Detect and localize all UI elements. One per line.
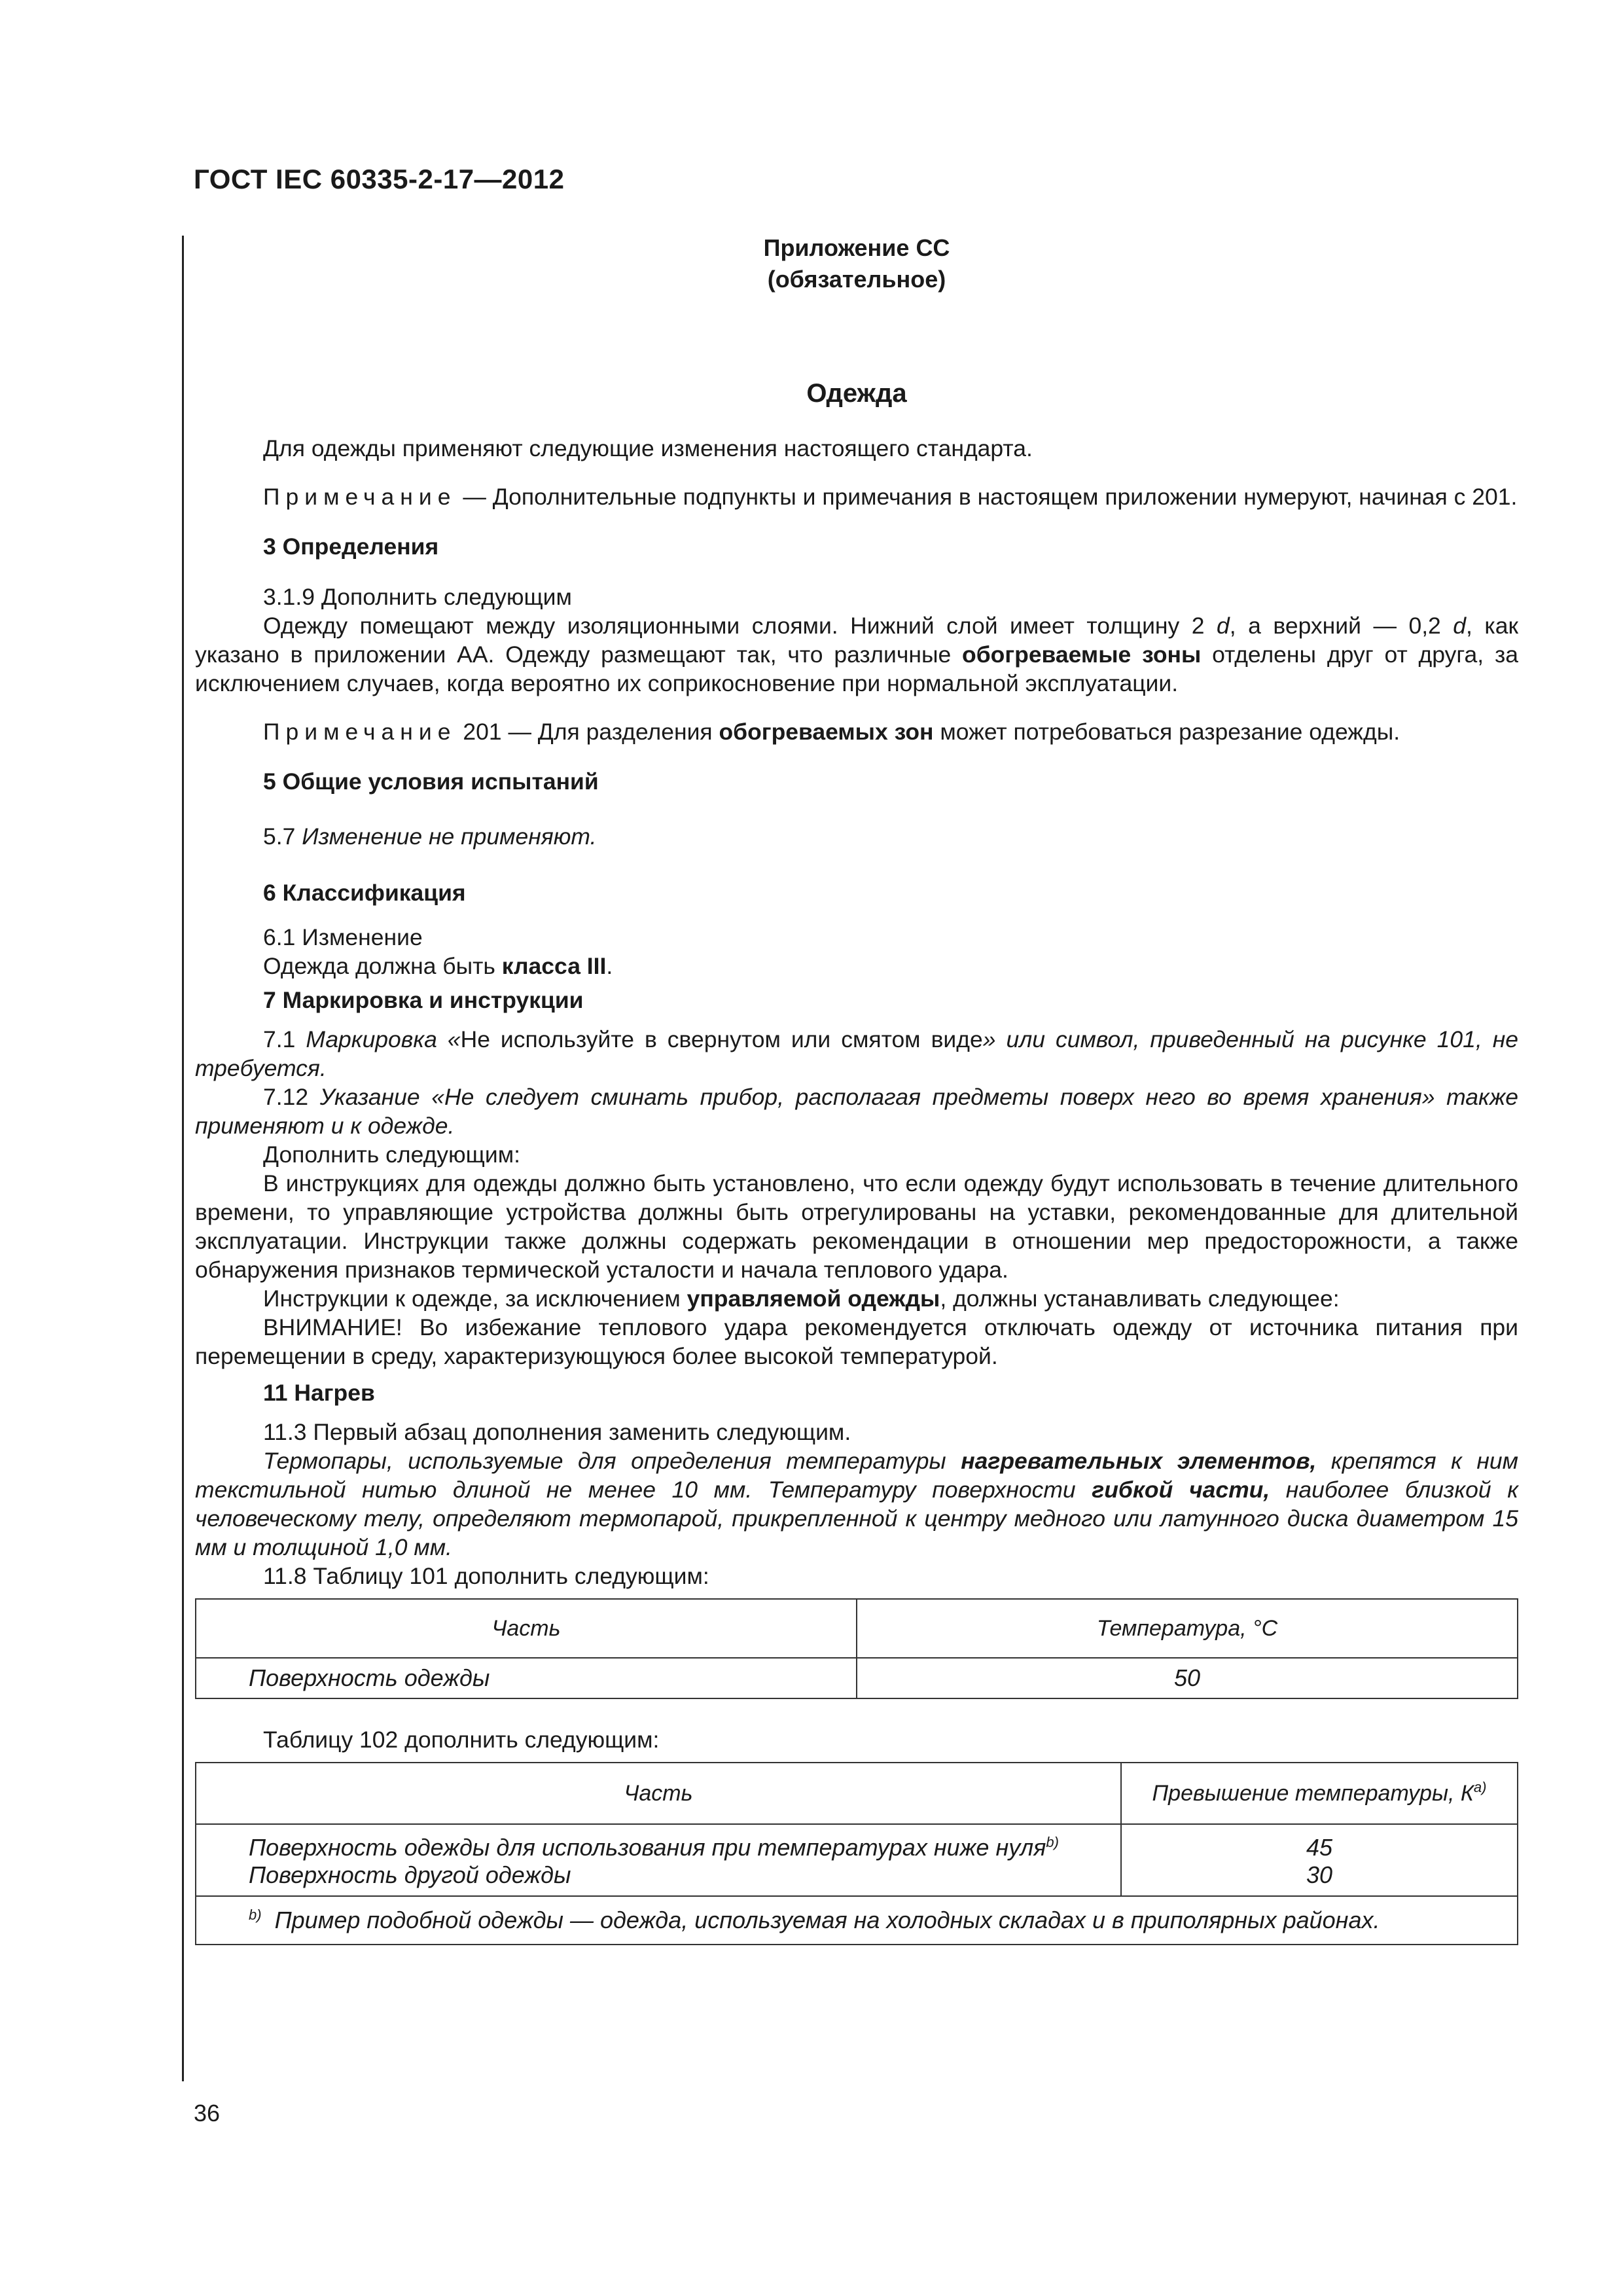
table-102-row2-value: 30 xyxy=(1306,1861,1333,1888)
table-102-header-rise: Превышение температуры, $К^{а)}$ xyxy=(1121,1763,1518,1824)
table-101-header-part: Часть xyxy=(196,1599,857,1658)
note-label: Примечание xyxy=(263,484,457,510)
section-5-heading: 5 Общие условия испытаний xyxy=(263,768,599,795)
table-102-header-part: Часть xyxy=(196,1763,1121,1824)
clause-7-1: 7.1 Маркировка «Не используйте в свернутом или смятом виде» или символ, приведенный на рисунке 101, не требуется. xyxy=(195,1026,1519,1081)
section-3-heading: 3 Определения xyxy=(263,533,439,560)
table-101-cell-value: 50 xyxy=(857,1658,1518,1698)
intro-paragraph: Для одежды применяют следующие изменения настоящего стандарта. xyxy=(263,435,1033,461)
instructions-paragraph: В инструкциях для одежды должно быть установлено, что если одежду будут использовать в течение длительного времени, то управляющие устройства должны быть отрегулированы на уставки, рекомендованные для длительной эксплуатации. Инструкции также должны содержать рекомендации в отношении мер предосторожности, а также обнаружения признаков термической усталости и начала теплового удара. xyxy=(195,1170,1518,1283)
clause-11-8: 11.8 Таблицу 101 дополнить следующим: xyxy=(263,1563,709,1589)
table-102-row2-part: Поверхность другой одежды xyxy=(249,1861,571,1888)
clause-6-1-text: Одежда должна быть класса III. xyxy=(263,953,613,979)
section-6-heading: 6 Классификация xyxy=(263,880,466,906)
page-number: 36 xyxy=(194,2100,221,2126)
note-201: Примечание 201 — Для разделения обогреваемых зон может потребоваться разрезание одежды. xyxy=(263,719,1400,745)
clause-7-12-add: Дополнить следующим: xyxy=(263,1141,520,1168)
table-102-cell-values xyxy=(1121,1824,1518,1896)
clause-3-1-9: 3.1.9 Дополнить следующим xyxy=(263,584,572,610)
table-102-addition xyxy=(195,1762,1518,1945)
clause-5-7: 5.7 Изменение не применяют. xyxy=(263,823,597,850)
clause-6-1: 6.1 Изменение xyxy=(263,924,423,950)
note-text: — Дополнительные подпункты и примечания в настоящем приложении нумеруют, начиная с 201. xyxy=(456,484,1518,510)
page-content xyxy=(195,232,1518,1945)
clause-3-1-9-text: Одежду помещают между изоляционными слоями. Нижний слой имеет толщину 2 d, а верхний — 0,2 d, как указано в приложении АА. Одежду размещают так, что различные обогреваемые зоны отделены друг от друга, за исключением случаев, когда вероятно их соприкосновение при нормальной эксплуатации. xyxy=(195,613,1518,696)
appendix-name: Одежда xyxy=(806,379,907,408)
intro-note xyxy=(195,482,1518,511)
table-102-row1-part: Поверхность одежды для использования при температурах ниже нуля$^{b)}$ xyxy=(249,1834,1059,1861)
appendix-title: Приложение СС xyxy=(763,234,950,261)
appendix-status: (обязательное) xyxy=(767,266,946,293)
table-101-cell-part: Поверхность одежды xyxy=(196,1658,857,1698)
clause-11-3-text: Термопары, используемые для определения температуры нагревательных элементов, крепятся к ним текстильной нитью длиной не менее 10 мм. Температуру поверхности гибкой части, наиболее близкой к человеческому телу, определяют термопарой, прикрепленной к центру медного или латунного диска диаметром 15 мм и толщиной 1,0 мм. xyxy=(195,1448,1518,1560)
table-101-header-temperature: Температура, °С xyxy=(857,1599,1518,1658)
margin-rule xyxy=(182,236,184,2081)
table-101-addition xyxy=(195,1598,1518,1699)
table-102-row1-value: 45 xyxy=(1306,1834,1333,1861)
table-102-cell-parts xyxy=(196,1824,1121,1896)
warning-paragraph: ВНИМАНИЕ! Во избежание теплового удара рекомендуется отключать одежду от источника питания при перемещении в среду, характеризующуюся более высокой температурой. xyxy=(195,1314,1518,1369)
table-102-footnote: $^{b)}$ Пример подобной одежды — одежда, используемая на холодных складах и в приполярных районах. xyxy=(196,1896,1518,1945)
standard-designation: ГОСТ IEC 60335-2-17—2012 xyxy=(194,164,565,194)
table-102-intro: Таблицу 102 дополнить следующим: xyxy=(263,1727,660,1753)
section-7-heading: 7 Маркировка и инструкции xyxy=(263,987,584,1013)
clause-7-12: 7.12 Указание «Не следует сминать прибор, располагая предметы поверх него во время хранения» также применяют и к одежде. xyxy=(195,1084,1518,1139)
clause-11-3: 11.3 Первый абзац дополнения заменить следующим. xyxy=(263,1419,851,1445)
instructions-controlled: Инструкции к одежде, за исключением управляемой одежды, должны устанавливать следующее: xyxy=(263,1285,1340,1312)
section-11-heading: 11 Нагрев xyxy=(263,1380,375,1406)
